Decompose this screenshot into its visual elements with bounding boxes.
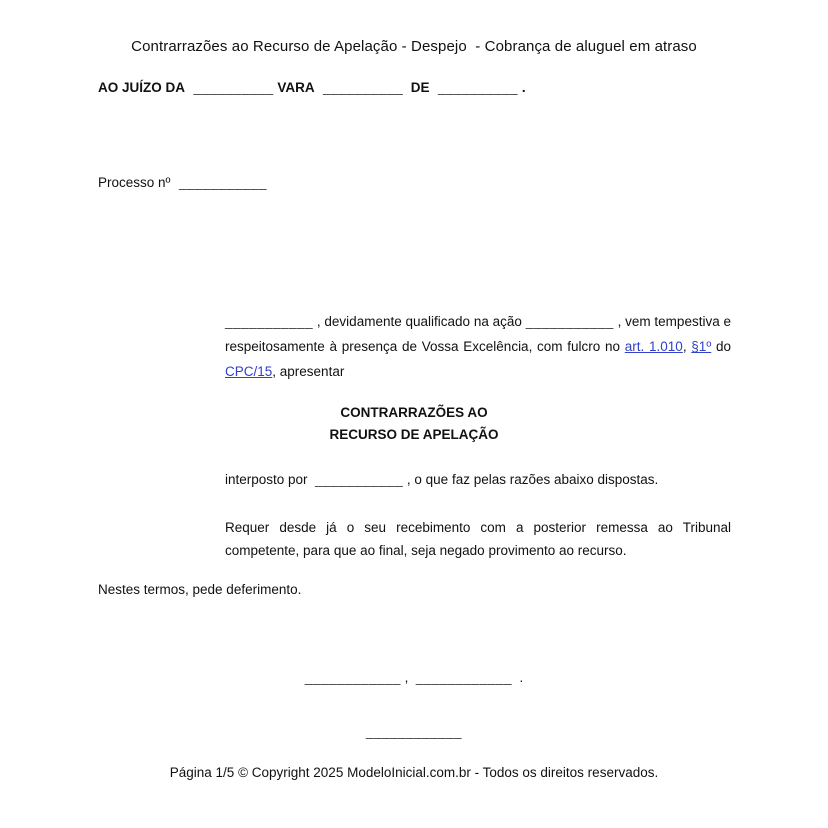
- process-number-line: [98, 175, 267, 190]
- blank-field-signature-date: ____________: [415, 670, 512, 685]
- blank-field-appellant-name: ___________: [315, 472, 404, 487]
- link-art-1010[interactable]: art. 1.010: [624, 339, 683, 354]
- opening-text-3: ,: [682, 339, 692, 354]
- blank-field-signature-name: ____________: [365, 724, 463, 739]
- opening-paragraph: [225, 309, 731, 384]
- court-label-de: DE: [403, 80, 430, 95]
- link-cpc-15[interactable]: CPC/15: [225, 364, 273, 379]
- link-paragraph-1[interactable]: §1º: [691, 339, 712, 354]
- blank-field-appellee-name: ___________: [225, 314, 314, 329]
- opening-text-1: , devidamente qualificado na ação: [313, 314, 526, 329]
- court-address-line: [98, 80, 738, 95]
- court-label-juizo: AO JUÍZO DA: [98, 80, 186, 95]
- blank-field-city: __________: [429, 80, 519, 95]
- interposto-text-1: interposto por: [225, 472, 316, 487]
- blank-field-action-name: ___________: [525, 314, 614, 329]
- interposto-paragraph: [225, 467, 731, 492]
- blank-field-vara-number: __________: [185, 80, 274, 95]
- city-date-line: [0, 670, 828, 685]
- opening-text-5: , apresentar: [272, 364, 345, 379]
- contrarrazoes-heading: [0, 402, 828, 446]
- court-label-vara: VARA: [273, 80, 315, 95]
- interposto-text-2: , o que faz pelas razões abaixo dispostas.: [403, 472, 659, 487]
- opening-text-2: , vem tempestiva e respeitosamente à presença de Vossa Excelência, com fulcro no: [225, 314, 732, 354]
- signature-line: [0, 724, 828, 739]
- heading-line-1: CONTRARRAZÕES AO: [340, 405, 488, 420]
- blank-field-comarca: __________: [314, 80, 404, 95]
- blank-field-process-number: ___________: [170, 175, 268, 190]
- request-paragraph: Requer desde já o seu recebimento com a posterior remessa ao Tribunal competente, para que ao final, seja negado provimento ao recurso.: [225, 520, 731, 558]
- city-date-separator: ,: [400, 670, 416, 685]
- heading-line-2: RECURSO DE APELAÇÃO: [329, 427, 499, 442]
- process-label: Processo nº: [98, 175, 171, 190]
- opening-text-4: do: [711, 339, 731, 354]
- closing-line: Nestes termos, pede deferimento.: [98, 582, 302, 597]
- blank-field-signature-city: ____________: [304, 670, 401, 685]
- document-title: Contrarrazões ao Recurso de Apelação - Despejo - Cobrança de aluguel em atraso: [131, 38, 697, 55]
- court-line-end: .: [518, 80, 526, 95]
- city-date-end: .: [511, 670, 524, 685]
- page-footer: Página 1/5 © Copyright 2025 ModeloInicial.com.br - Todos os direitos reservados.: [169, 765, 659, 780]
